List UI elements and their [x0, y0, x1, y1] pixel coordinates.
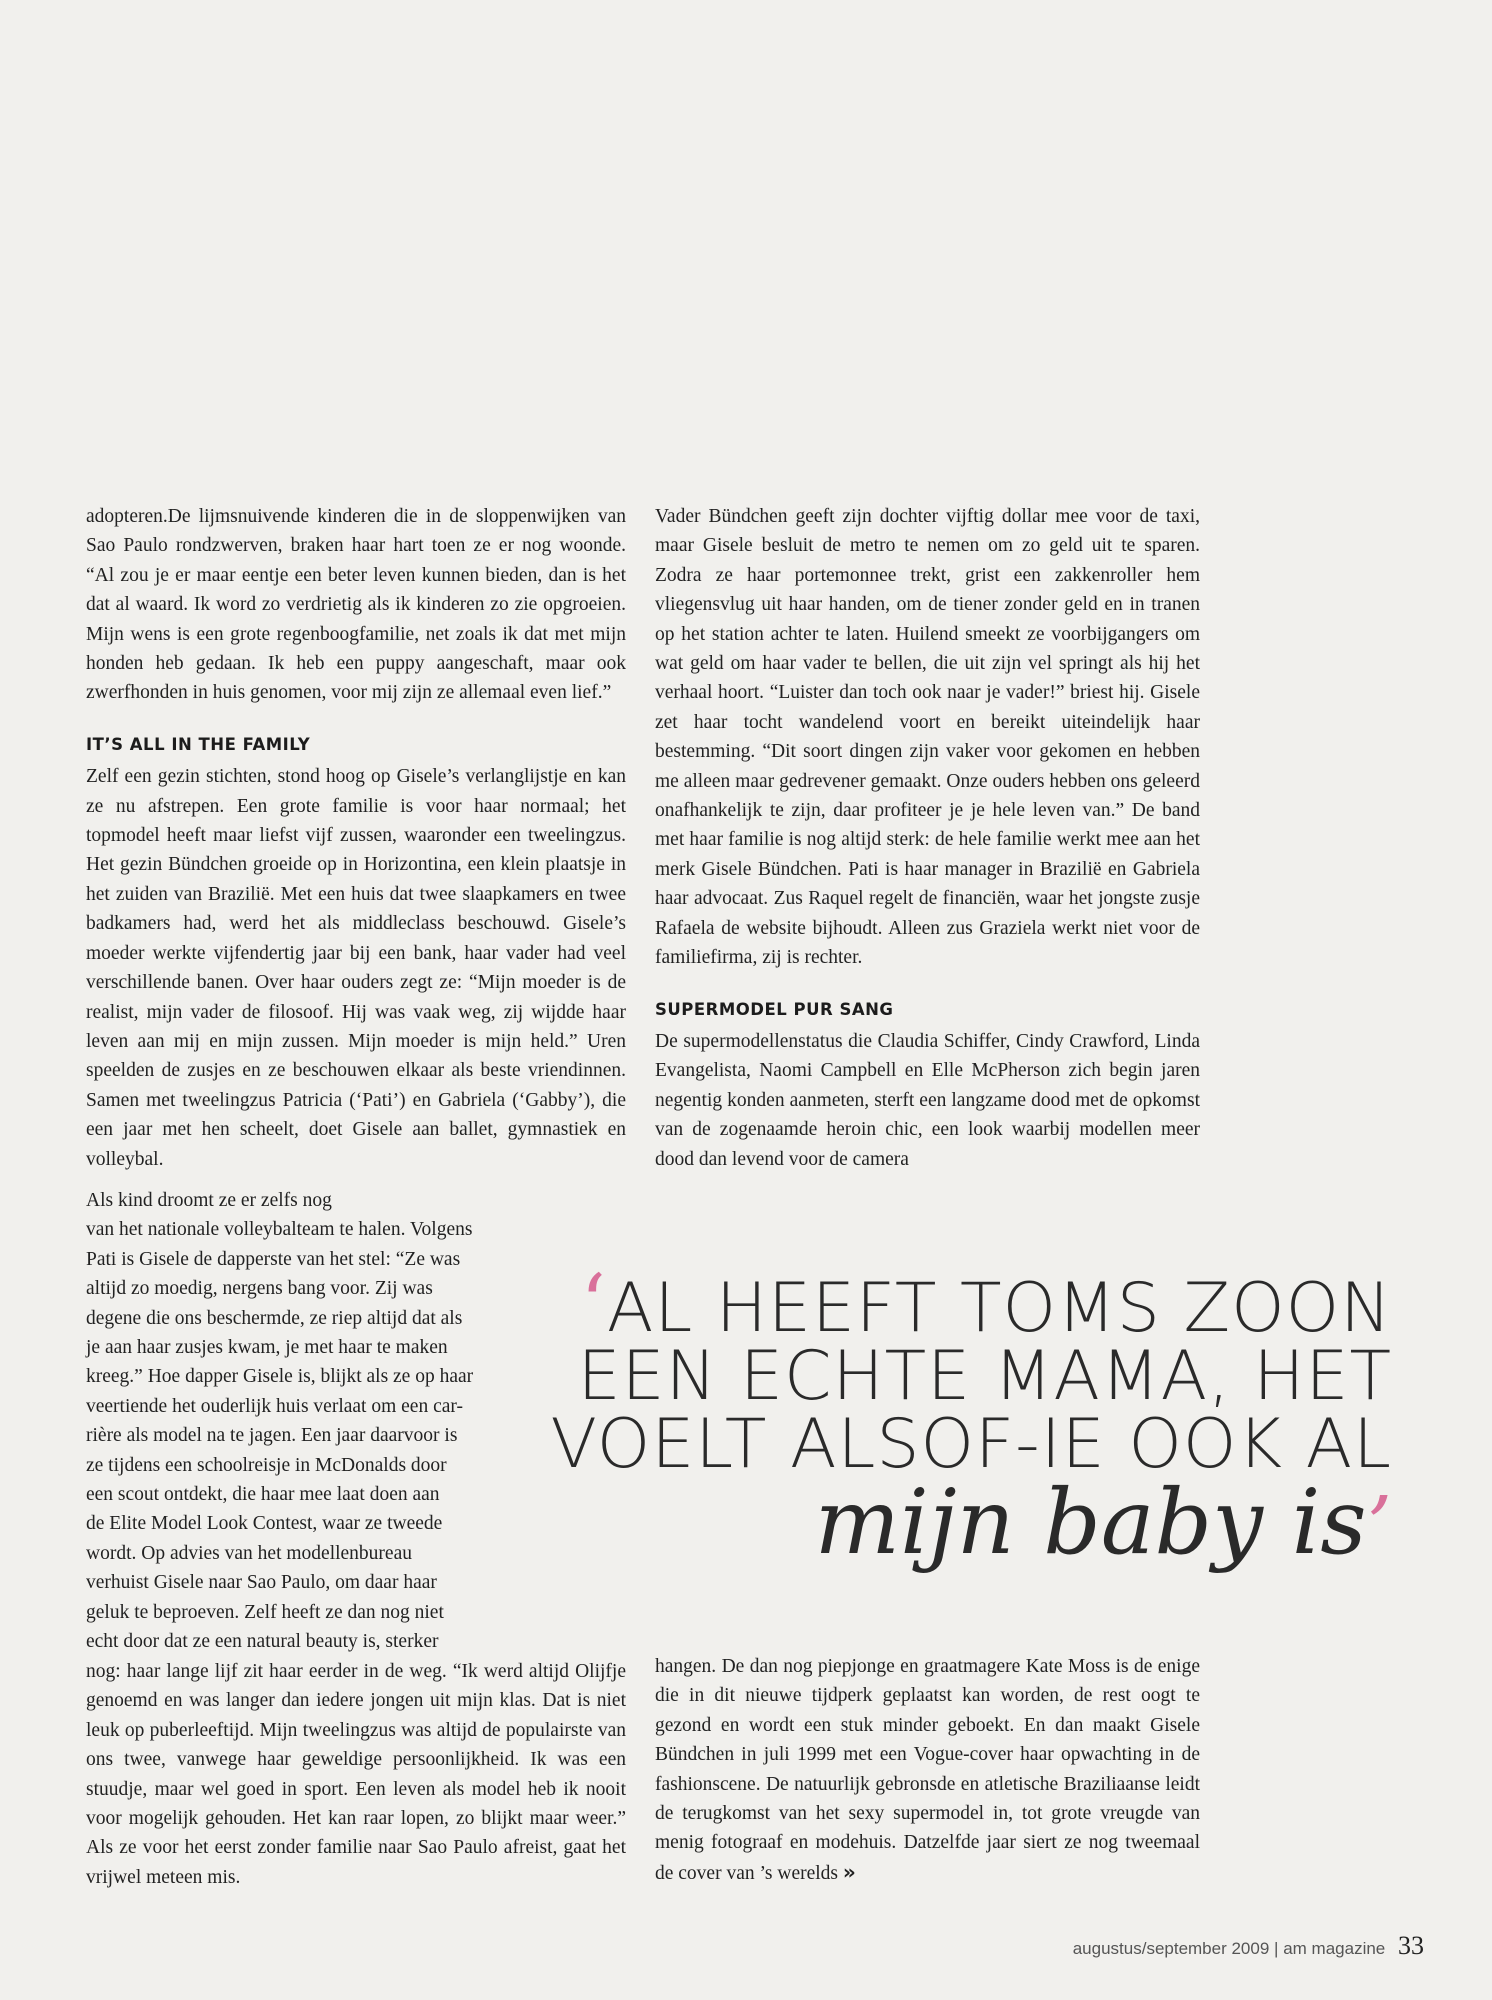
closing-paragraph-right: hangen. De dan nog piepjonge en graatmagere Kate Moss is de enige die in dit nieuwe tijdperk geplaatst kan worden, de rest oogt te gezond en wordt een stuk minder geboekt. En dan maakt Gisele Bündchen in juli 1999 met een Vogue-cover haar opwachting in de fashionscene. De natuurlijk gebronsde en atletische Braziliaanse leidt de terugkomst van het sexy supermodel in, tot grote vreugde van menig fotograaf en modehuis. Datzelfde jaar siert ze nog tweemaal de cover van ’s werelds »	[655, 1656, 1200, 1884]
section-heading-supermodel: SUPERMODEL PUR SANG	[655, 999, 894, 1019]
pull-quote-script	[815, 1470, 1392, 1575]
pull-quote-script-text: mijn baby is	[814, 1470, 1367, 1575]
pull-quote-line-3: VOELT ALSOF-IE OOK AL	[550, 1405, 1392, 1484]
section-heading-family: IT’S ALL IN THE FAMILY	[86, 734, 311, 754]
narrow-text-line: Pati is Gisele de dapperste van het stel: “Ze was	[86, 1248, 461, 1270]
narrow-text-line: geluk te beproeven. Zelf heeft ze dan nog niet	[86, 1601, 444, 1623]
narrow-text-line: ze tijdens een schoolreisje in McDonalds door	[86, 1454, 447, 1476]
narrow-text-line: wordt. Op advies van het modellenbureau	[86, 1542, 412, 1564]
right-column-top	[655, 502, 1200, 1174]
pull-quote-line-2: EEN ECHTE MAMA, HET	[577, 1337, 1392, 1416]
pull-quote	[550, 1257, 1392, 1484]
pull-quote-line-1: ‘AL HEEFT TOMS ZOON	[580, 1257, 1392, 1350]
supermodel-paragraph: De supermodellenstatus die Claudia Schiffer, Cindy Crawford, Linda Evangelista, Naomi Campbell en Elle McPherson zich begin jaren negentig konden aanmeten, sterft een langzame dood met de opkomst van de zogenaamde heroin chic, een look waarbij modellen meer dood dan levend voor de camera	[655, 1030, 1200, 1170]
family-paragraph: Zelf een gezin stichten, stond hoog op Gisele’s verlanglijstje en kan ze nu afstrepen. Een grote familie is voor haar normaal; het topmodel heeft maar liefst vijf zussen, waaronder een tweelingzus. Het gezin Bündchen groeide op in Horizontina, een klein plaatsje in het zuiden van Brazilië. Met een huis dat twee slaapkamers en twee badkamers had, werd het als middleclass beschouwd. Gisele’s moeder werkte vijfendertig jaar bij een bank, haar vader had veel verschillende banen. Over haar ouders zegt ze: “Mijn moeder is de realist, mijn vader de filosoof. Hij was vaak weg, zij wijdde haar leven aan mij en mijn zussen. Mijn moeder is mijn held.” Uren speelden de zusjes en ze beschouwen elkaar als beste vriendinnen. Samen met tweelingzus Patricia (‘Pati’) en Gabriela (‘Gabby’), die een jaar met hen scheelt, doet Gisele aan ballet, gymnastiek en volleybal.	[86, 766, 626, 1170]
narrow-text-line: de Elite Model Look Contest, waar ze tweede	[86, 1513, 443, 1535]
narrow-text-line: veertiende het ouderlijk huis verlaat om een car-	[86, 1395, 463, 1417]
narrow-text-line: je aan haar zusjes kwam, je met haar te maken	[86, 1337, 448, 1358]
narrow-text-line: echt door dat ze een natural beauty is, sterker	[86, 1631, 439, 1652]
magazine-name: am magazine	[1283, 1939, 1386, 1958]
close-quote-mark: ’	[1366, 1479, 1392, 1572]
father-paragraph: Vader Bündchen geeft zijn dochter vijftig dollar mee voor de taxi, maar Gisele besluit de metro te nemen om zo geld uit te sparen. Zodra ze haar portemonnee trekt, grist een zakkenroller hem vliegensvlug uit haar handen, om de tiener zonder geld en in tranen op het station achter te laten. Huilend smeekt ze voorbijgangers om wat geld om haar vader te bellen, die uit zijn vel springt als hij het verhaal hoort. “Luister dan toch ook naar je vader!” briest hij. Gisele zet haar tocht wandelend voort en bereikt uiteindelijk haar bestemming. “Dit soort dingen zijn vaker voor gekomen en hebben me alleen maar gedrevener gemaakt. Onze ouders hebben ons geleerd onafhankelijk te zijn, daar profiteer je je hele leven van.” De band met haar familie is nog altijd sterk: de hele familie werkt mee aan het merk Gisele Bündchen. Pati is haar manager in Brazilië en Gabriela haar advocaat. Zus Raquel regelt de financiën, waar het jongste zusje Rafaela de website bijhoudt. Alleen zus Graziela werkt niet voor de familiefirma, zij is rechter.	[655, 506, 1200, 969]
right-column-bottom	[655, 1652, 1200, 1888]
narrow-text-line: altijd zo moedig, nergens bang voor. Zij was	[86, 1278, 433, 1300]
footer-separator: |	[1274, 1939, 1279, 1958]
narrow-text-line: kreeg.” Hoe dapper Gisele is, blijkt als ze op haar	[86, 1366, 474, 1388]
left-column-top	[86, 502, 626, 1174]
open-quote-mark: ‘	[580, 1257, 607, 1350]
page-footer	[1073, 1931, 1424, 1961]
closing-paragraph-left: nog: haar lange lijf zit haar eerder in de weg. “Ik werd altijd Olijfje genoemd en was langer dan iedere jongen uit mijn klas. Dat is niet leuk op puberleeftijd. Mijn tweelingzus was altijd de populairste van ons twee, vanwege haar geweldige persoonlijkheid. Ik was een stuudje, maar wel goed in sport. Een leven als model heb ik nooit voor mogelijk gehouden. Het kan raar lopen, zo blijkt maar weer.” Als ze voor het eerst zonder familie naar Sao Paulo afreist, gaat het vrijwel meteen mis.	[86, 1661, 626, 1888]
narrow-text-line: rière als model na te jagen. Een jaar daarvoor is	[86, 1425, 458, 1447]
left-column-bottom	[86, 1657, 626, 1892]
narrow-text-line: degene die ons beschermde, ze riep altijd dat als	[86, 1307, 463, 1329]
page-number: 33	[1398, 1931, 1424, 1960]
narrow-text-line: van het nationale volleybalteam te halen. Volgens	[86, 1219, 473, 1241]
continue-arrow-icon: »	[842, 1859, 856, 1884]
narrow-text-line: een scout ontdekt, die haar mee laat doen aan	[86, 1484, 440, 1505]
narrow-text-line: verhuist Gisele naar Sao Paulo, om daar haar	[86, 1572, 437, 1594]
narrow-text-line: Als kind droomt ze er zelfs nog	[86, 1190, 332, 1211]
issue-date: augustus/september 2009	[1072, 1939, 1270, 1958]
intro-paragraph: adopteren.De lijmsnuivende kinderen die in de sloppenwijken van Sao Paulo rondzwerven, braken haar hart toen ze er nog woonde. “Al zou je er maar eentje een beter leven kunnen bieden, dan is het dat al waard. Ik word zo verdrietig als ik kinderen zo zie opgroeien. Mijn wens is een grote regenboogfamilie, net zoals ik dat met mijn honden heb gedaan. Ik heb een puppy aangeschaft, maar ook zwerfhonden in huis genomen, voor mij zijn ze allemaal even lief.”	[86, 506, 626, 704]
